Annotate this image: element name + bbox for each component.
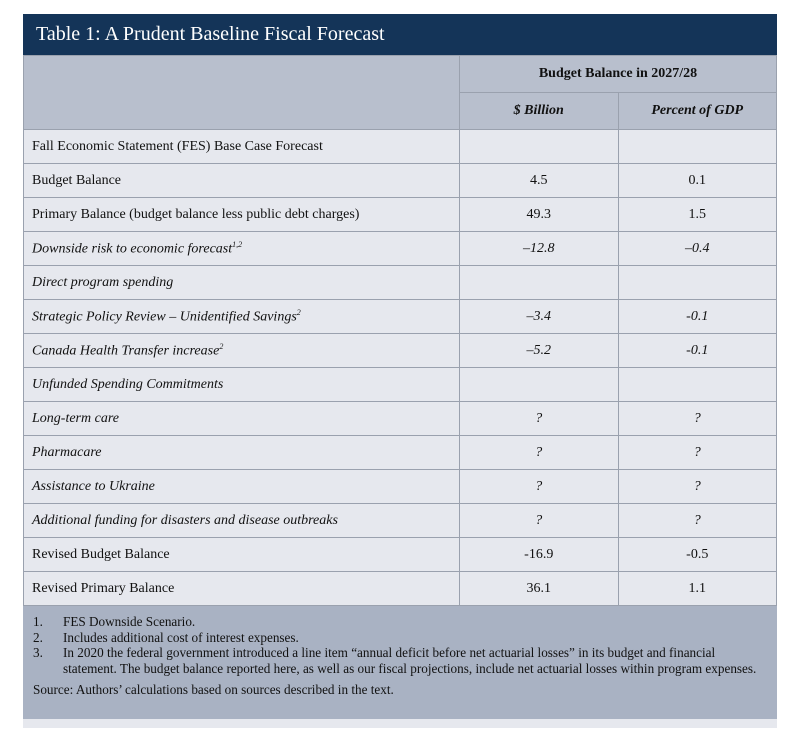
row-label — [24, 266, 460, 300]
source-note: Source: Authors’ calculations based on sources described in the text. — [33, 682, 394, 697]
row-label-text: Assistance to Ukraine — [32, 478, 155, 494]
table-row — [24, 232, 777, 266]
row-gdp-value: ? — [618, 402, 777, 436]
row-label-text: Additional funding for disasters and disease outbreaks — [32, 512, 338, 528]
table-row — [24, 436, 777, 470]
header-billion: $ Billion — [460, 93, 619, 130]
header-group-label: Budget Balance in 2027/28 — [460, 56, 777, 93]
note-text: Includes additional cost of interest expenses. — [63, 629, 299, 645]
row-label — [24, 130, 460, 164]
row-billion-value: –3.4 — [460, 300, 619, 334]
fiscal-forecast-table — [23, 55, 777, 606]
row-gdp-value: ? — [618, 504, 777, 538]
note-item — [33, 645, 767, 676]
row-label — [24, 300, 460, 334]
table-row — [24, 164, 777, 198]
row-gdp-value: ? — [618, 436, 777, 470]
row-billion-value: 49.3 — [460, 198, 619, 232]
row-gdp-value: -0.1 — [618, 334, 777, 368]
table-row — [24, 402, 777, 436]
note-item — [33, 614, 767, 630]
row-billion-value: –12.8 — [460, 232, 619, 266]
row-label — [24, 164, 460, 198]
note-text: FES Downside Scenario. — [63, 614, 196, 629]
row-label-text: Direct program spending — [32, 274, 174, 290]
row-label-text: Budget Balance — [32, 172, 122, 188]
row-gdp-value: -0.1 — [618, 300, 777, 334]
table-row — [24, 538, 777, 572]
table-row — [24, 300, 777, 334]
row-billion-value — [460, 130, 619, 164]
row-label — [24, 470, 460, 504]
footnote-marker: 2 — [296, 307, 301, 317]
row-billion-value — [460, 266, 619, 300]
row-billion-value: -16.9 — [460, 538, 619, 572]
row-gdp-value: -0.5 — [618, 538, 777, 572]
notes-list — [33, 614, 767, 676]
row-billion-value: –5.2 — [460, 334, 619, 368]
row-label-text: Pharmacare — [32, 444, 102, 460]
note-text: In 2020 the federal government introduced a line item “annual deficit before net actuarial losses” in its budget and financial statement. The budget balance reported here, as well as our fiscal projections, include net actuarial losses within program expenses. — [63, 645, 757, 676]
row-billion-value: ? — [460, 402, 619, 436]
table-row — [24, 334, 777, 368]
table-title: Table 1: A Prudent Baseline Fiscal Forecast — [23, 14, 777, 55]
row-label — [24, 504, 460, 538]
row-label-text: Downside risk to economic forecast — [32, 241, 233, 257]
footnote-marker: 1,2 — [232, 239, 243, 249]
note-number: 2. — [33, 629, 43, 645]
table-row — [24, 470, 777, 504]
row-gdp-value — [618, 130, 777, 164]
row-billion-value: 4.5 — [460, 164, 619, 198]
table-row — [24, 368, 777, 402]
row-label-text: Strategic Policy Review – Unidentified Savings — [32, 309, 297, 325]
row-label-text: Unfunded Spending Commitments — [32, 376, 224, 392]
note-number: 3. — [33, 645, 43, 660]
row-label — [24, 538, 460, 572]
note-number: 1. — [33, 614, 43, 629]
row-gdp-value: ? — [618, 470, 777, 504]
note-item — [33, 630, 767, 646]
header-blank-cell — [24, 56, 460, 130]
row-label — [24, 198, 460, 232]
row-billion-value: 36.1 — [460, 572, 619, 606]
footnote-marker: 2 — [219, 341, 224, 351]
row-billion-value: ? — [460, 470, 619, 504]
row-gdp-value: –0.4 — [618, 232, 777, 266]
row-billion-value — [460, 368, 619, 402]
row-gdp-value — [618, 266, 777, 300]
table-row — [24, 504, 777, 538]
row-label — [24, 402, 460, 436]
row-label — [24, 436, 460, 470]
row-label-text: Revised Primary Balance — [32, 580, 175, 596]
row-label — [24, 368, 460, 402]
row-label-text: Revised Budget Balance — [32, 546, 170, 562]
row-gdp-value — [618, 368, 777, 402]
table-notes — [23, 606, 777, 719]
row-gdp-value: 0.1 — [618, 164, 777, 198]
header-gdp: Percent of GDP — [618, 93, 777, 130]
row-label — [24, 572, 460, 606]
row-label — [24, 232, 460, 266]
row-label-text: Fall Economic Statement (FES) Base Case Forecast — [32, 138, 323, 154]
row-label-text: Primary Balance (budget balance less public debt charges) — [32, 206, 360, 222]
table-card — [23, 14, 777, 728]
table-row — [24, 572, 777, 606]
row-billion-value: ? — [460, 436, 619, 470]
row-gdp-value: 1.5 — [618, 198, 777, 232]
row-billion-value: ? — [460, 504, 619, 538]
table-row — [24, 130, 777, 164]
row-label — [24, 334, 460, 368]
table-row — [24, 266, 777, 300]
header-row-group — [24, 56, 777, 93]
row-label-text: Canada Health Transfer increase — [32, 343, 220, 359]
row-gdp-value: 1.1 — [618, 572, 777, 606]
table-row — [24, 198, 777, 232]
row-label-text: Long-term care — [32, 410, 119, 426]
